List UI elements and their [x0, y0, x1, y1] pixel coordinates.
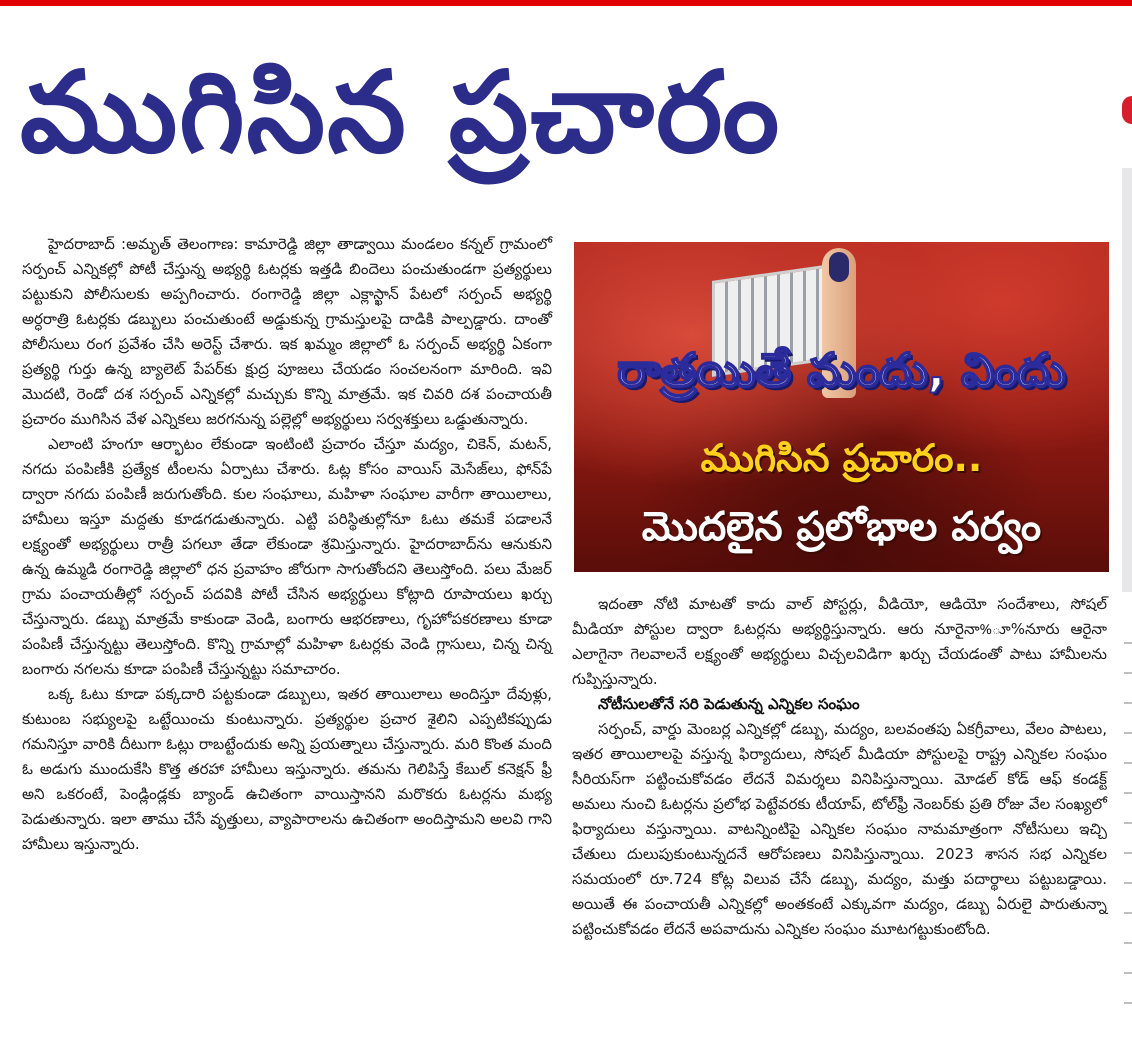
photo-caption-line-2: ముగిసిన ప్రచారం.. — [700, 436, 983, 480]
ink-mark-graphic — [829, 252, 849, 282]
paragraph: సర్పంచ్, వార్డు మెంబర్ల ఎన్నికల్లో డబ్బు, మద్యం, బలవంతపు ఏకగ్రీవాలు, వేలం పాటలు, ఇతర తాయిలాలపై వస్తున్న ఫిర్యాదులు, సోషల్ మీడియా పోస్టులపై రాష్ట్ర ఎన్నికల సంఘం సీరియస్‌గా పట్టించుకోవడం లేదనే విమర్శలు వినిపిస్తున్నాయి. మోడల్ కోడ్ ఆఫ్ కండక్ట్ అమలు నుంచి ఓటర్లను ప్రలోభ పెట్టేవరకు టీయాప్, టోల్‌ఫ్రీ నెంబర్‌కు ప్రతి రోజు వేల సంఖ్యలో ఫిర్యాదులు వస్తున్నాయి. వాటన్నింటిపై ఎన్నికల సంఘం నామమాత్రంగా నోటీసులు ఇచ్చి చేతులు దులుపుకుంటున్నదనే ఆరోపణలు వినిపిస్తున్నాయి. 2023 శాసన సభ ఎన్నికల సమయంలో రూ.724 కోట్ల విలువ చేసే డబ్బు, మద్యం, మత్తు పదార్థాలు పట్టుబడ్డాయి. అయితే ఈ పంచాయతీ ఎన్నికల్లో అంతకంటే ఎక్కువగా మద్యం, డబ్బు ఏరులై పారుతున్నా పట్టించుకోవడం లేదనే అపవాదును ఎన్నికల సంఘం మూటగట్టుకుంటోంది. — [572, 720, 1107, 938]
adjacent-article-edge-strip — [1122, 168, 1132, 592]
paragraph: ఎలాంటి హంగూ ఆర్భాటం లేకుండా ఇంటింటి ప్రచారం చేస్తూ మద్యం, చికెన్, మటన్, నగదు పంపిణీకి ప్రత్యేక టీంలను ఏర్పాటు చేశారు. ఓట్ల కోసం వాయిస్ మెసేజ్‌లు, ఫోన్‌పే ద్వారా నగదు పంపిణీ జరుగుతోంది. కుల సంఘాలు, మహిళా సంఘాల వారీగా తాయిలాలు, హామీలు ఇస్తూ మద్దతు కూడగడుతున్నారు. ఎట్టి పరిస్థితుల్లోనూ ఓటు తమకే పడాలనే లక్ష్యంతో అభ్యర్థులు రాత్రీ పగలూ తేడా లేకుండా శ్రమిస్తున్నారు. హైదరాబాద్‌ను ఆనుకుని ఉన్న ఉమ్మడి రంగారెడ్డి జిల్లాలో ధన ప్రవాహం జోరుగా సాగుతోందని తెలుస్తోంది. పలు మేజర్ గ్రామ పంచాయతీల్లో సర్పంచ్ పదవికి పోటీ చేసిన అభ్యర్థులు కోట్లాది రూపాయలు ఖర్చు చేస్తున్నారు. డబ్బు మాత్రమే కాకుండా వెండి, బంగారు ఆభరణాలు, గృహోపకరణాలు కూడా పంపిణీ చేస్తున్నట్టు తెలుస్తోంది. కొన్ని గ్రామాల్లో మహిళా ఓటర్లకు వెండి గ్లాసులు, చిన్న చిన్న బంగారు నగలను కూడా పంపిణీ చేస్తున్నట్టు సమాచారం. — [22, 435, 552, 678]
paragraph: ఒక్క ఓటు కూడా పక్కదారి పట్టకుండా డబ్బులు, ఇతర తాయిలాలు అందిస్తూ దేవుళ్లు, కుటుంబ సభ్యులపై ఒట్టేయించు కుంటున్నారు. ప్రత్యర్థుల ప్రచార శైలిని ఎప్పటికప్పుడు గమనిస్తూ వారికి దీటుగా ఓట్లు రాబట్టేందుకు అన్ని ప్రయత్నాలు చేస్తున్నారు. మరి కొంత మంది ఓ అడుగు ముందుకేసి కొత్త తరహా హామీలు ఇస్తున్నారు. తమను గెలిపిస్తే కేబుల్ కనెక్షన్ ఫ్రీ అని ఒకరంటే, పెండ్లిండ్లకు బ్యాండ్ ఉచితంగా వాయిస్తానని మరొకరు ఓటర్లను మభ్య పెడుతున్నారు. ఇలా తాము చేసే వృత్తులు, వ్యాపారాలను ఉచితంగా అందిస్తామని అలవి గాని హామీలు ఇస్తున్నారు. — [22, 685, 552, 853]
photo-caption-line-3: మొదలైన ప్రలోభాల పర్వం — [641, 504, 1042, 550]
article-photo — [574, 242, 1109, 572]
photo-caption-line-1: రాత్రయితే మందు, విందు — [617, 343, 1066, 397]
top-red-border — [0, 0, 1132, 6]
subheading: నోటీసులతోనే సరి పెడుతున్న ఎన్నికల సంఘం — [598, 695, 860, 713]
adjacent-article-edge-text — [1124, 630, 1132, 1030]
adjacent-article-edge-mark — [1122, 96, 1132, 124]
left-column — [22, 232, 552, 857]
right-column — [572, 592, 1107, 942]
headline: ముగిసిన ప్రచారం — [20, 48, 782, 178]
paragraph: ఇదంతా నోటి మాటతో కాదు వాల్ పోస్టర్లు, వీడియో, ఆడియో సందేశాలు, సోషల్ మీడియా పోస్టుల ద్వారా ఓటర్లను అభ్యర్థిస్తున్నారు. ఆరు నూరైనా%ూ%నూరు ఆరైనా ఎలాగైనా గెలవాలనే లక్ష్యంతో అభ్యర్థులు విచ్చలవిడిగా ఖర్చు చేయడంతో పాటు హామీలను గుప్పిస్తున్నారు. — [572, 595, 1107, 688]
paragraph: హైదరాబాద్ :అమృత్ తెలంగాణ: కామారెడ్డి జిల్లా తాడ్వాయి మండలం కన్నల్ గ్రామంలో సర్పంచ్ ఎన్నికల్లో పోటీ చేస్తున్న అభ్యర్థి ఓటర్లకు ఇత్తడి బిందెలు పంచుతుండగా ప్రత్యర్థులు పట్టుకుని పోలీసులకు అప్పగించారు. రంగారెడ్డి జిల్లా ఎక్లాస్ఖాన్ పేటలో సర్పంచ్ అభ్యర్థి అర్ధరాత్రి ఓటర్లకు డబ్బులు పంచుతుంటే అడ్డుకున్న గ్రామస్తులపై దాడికి పాల్పడ్డారు. దాంతో పోలీసులు రంగ ప్రవేశం చేసి అరెస్ట్ చేశారు. ఇక ఖమ్మం జిల్లాలో ఓ సర్పంచ్ అభ్యర్థి ఏకంగా ప్రత్యర్థి గుర్తు ఉన్న బ్యాలెట్ పేపర్‌కు క్షుద్ర పూజలు చేయడం సంచలనంగా మారింది. ఇవి మొదటి, రెండో దశ సర్పంచ్ ఎన్నికల్లో మచ్చుకు కొన్ని మాత్రమే. ఇక చివరి దశ పంచాయతీ ప్రచారం ముగిసిన వేళ ఎన్నికలు జరగనున్న పల్లెల్లో అభ్యర్థులు సర్వశక్తులు ఒడ్డుతున్నారు. — [22, 235, 552, 428]
